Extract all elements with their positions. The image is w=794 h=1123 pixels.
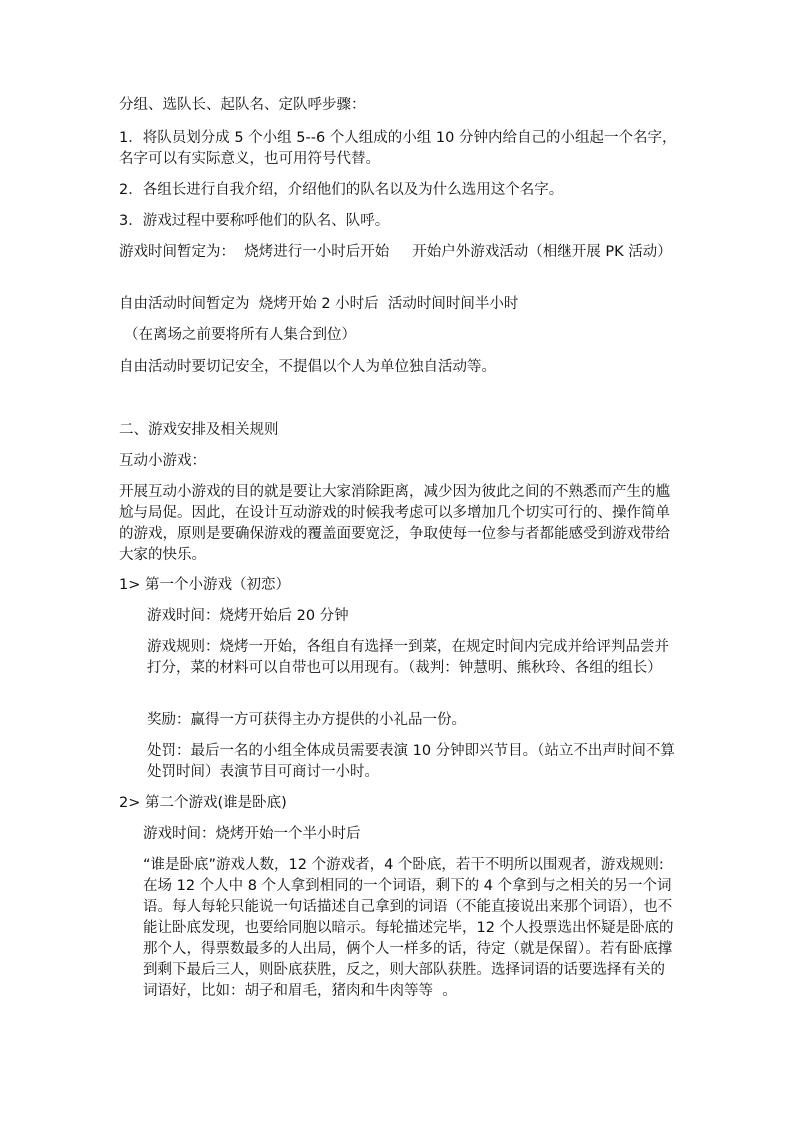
steps-title: 分组、选队长、起队名、定队呼步骤： [119, 97, 366, 113]
game-2-time: 游戏时间：烧烤开始一个半小时后 [143, 826, 361, 842]
free-time-note: 自由活动时间暂定为 烧烤开始 2 小时后 活动时间时间半小时 [119, 296, 519, 312]
step-2: 2．各组长进行自我介绍，介绍他们的队名以及为什么选用这个名字。 [119, 182, 564, 198]
step-1: 1．将队员划分成 5 个小组 5--6 个人组成的小组 10 分钟内给自己的小组起一个名字，名字可以有实际意义，也可用符号代替。 [119, 130, 677, 167]
section-heading: 二、游戏安排及相关规则 [119, 422, 279, 438]
sub-heading: 互动小游戏： [119, 453, 206, 469]
game-1-title: 1> 第一个小游戏（初恋） [119, 577, 290, 593]
game-2-title: 2> 第二个游戏(谁是卧底) [119, 795, 287, 811]
game-1-rules: 游戏规则：烧烤一开始，各组自有选择一到菜，在规定时间内完成并给评判品尝并打分，菜的材料可以自带也可以用现有。（裁判：钟慧明、熊秋玲、各组的组长） [147, 639, 669, 676]
game-1-penalty: 处罚：最后一名的小组全体成员需要表演 10 分钟即兴节目。（站立不出声时间不算处罚时间）表演节目可商讨一小时。 [147, 743, 675, 780]
gather-note: （在离场之前要将所有人集合到位） [124, 327, 356, 343]
intro-paragraph: 开展互动小游戏的目的就是要让大家消除距离，减少因为彼此之间的不熟悉而产生的尴尬与局促。因此，在设计互动游戏的时候我考虑可以多增加几个切实可行的、操作简单的游戏，原则是要确保游戏的覆盖面要宽泛，争取使每一位参与者都能感受到游戏带给大家的快乐。 [119, 484, 670, 563]
step-3: 3．游戏过程中要称呼他们的队名、队呼。 [119, 213, 390, 229]
game-2-rules: “谁是卧底”游戏人数，12 个游戏者，4 个卧底，若干不明所以围观者，游戏规则: 在场 12 个人中 8 个人拿到相同的一个词语，剩下的 4 个拿到与之相关的另一个词语。每人每轮只能说一句话描述自己拿到的词语（不能直接说出来那个词语），也不能让卧底发现，也要给同胞以暗示。每轮描述完毕，12 个人投票选出怀疑是卧底的那个人，得票数最多的人出局，俩个人一样多的话，待定（就是保留）。若有卧底撑到剩下最后三人，则卧底获胜，反之，则大部队获胜。选择词语的话要选择有关的词语好，比如：胡子和眉毛，猪肉和牛肉等等 。 [143, 857, 674, 999]
safety-note: 自由活动时要切记安全，不提倡以个人为单位独自活动等。 [119, 359, 496, 375]
game-1-reward: 奖励：赢得一方可获得主办方提供的小礼品一份。 [147, 712, 466, 728]
game-time-note: 游戏时间暂定为： 烧烤进行一小时后开始 开始户外游戏活动（相继开展 PK 活动） [119, 244, 672, 260]
game-1-time: 游戏时间：烧烤开始后 20 分钟 [147, 608, 349, 624]
